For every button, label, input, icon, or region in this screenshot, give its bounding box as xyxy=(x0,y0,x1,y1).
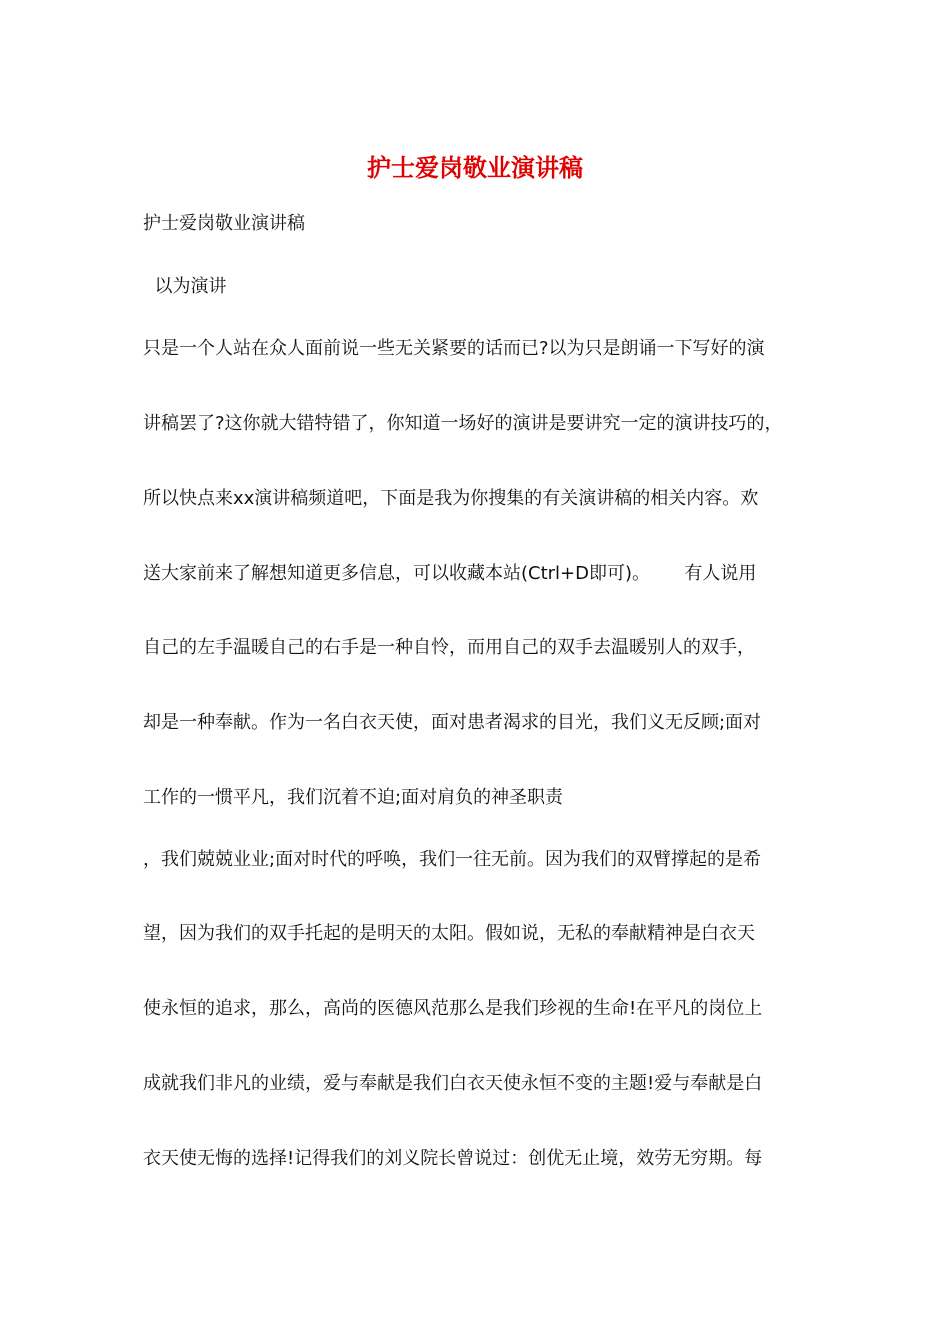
body-line: 自己的左手温暖自己的右手是一种自怜，而用自己的双手去温暖别人的双手， xyxy=(143,637,755,658)
body-line: ，我们兢兢业业;面对时代的呼唤，我们一往无前。因为我们的双臂撑起的是希 xyxy=(143,849,762,870)
body-line: 所以快点来xx演讲稿频道吧，下面是我为你搜集的有关演讲稿的相关内容。欢 xyxy=(143,488,759,509)
body-line: 以为演讲 xyxy=(143,276,227,297)
body-line: 送大家前来了解想知道更多信息，可以收藏本站(Ctrl+D即可)。 有人说用 xyxy=(143,563,757,584)
body-line: 工作的一惯平凡，我们沉着不迫;面对肩负的神圣职责 xyxy=(143,787,564,808)
body-line: 讲稿罢了?这你就大错特错了，你知道一场好的演讲是要讲究一定的演讲技巧的， xyxy=(143,413,783,434)
body-line: 衣天使无悔的选择!记得我们的刘义院长曾说过：创优无止境，效劳无穷期。每 xyxy=(143,1148,763,1169)
document-title: 护士爱岗敬业演讲稿 xyxy=(367,153,583,182)
subtitle-line: 护士爱岗敬业演讲稿 xyxy=(143,213,305,234)
body-line: 望，因为我们的双手托起的是明天的太阳。假如说，无私的奉献精神是白衣天 xyxy=(143,923,755,944)
body-line: 只是一个人站在众人面前说一些无关紧要的话而已?以为只是朗诵一下写好的演 xyxy=(143,338,765,359)
body-line: 却是一种奉献。作为一名白衣天使，面对患者渴求的目光，我们义无反顾;面对 xyxy=(143,712,762,733)
body-line: 成就我们非凡的业绩，爱与奉献是我们白衣天使永恒不变的主题!爱与奉献是白 xyxy=(143,1073,763,1094)
body-line: 使永恒的追求，那么，高尚的医德风范那么是我们珍视的生命!在平凡的岗位上 xyxy=(143,998,763,1019)
